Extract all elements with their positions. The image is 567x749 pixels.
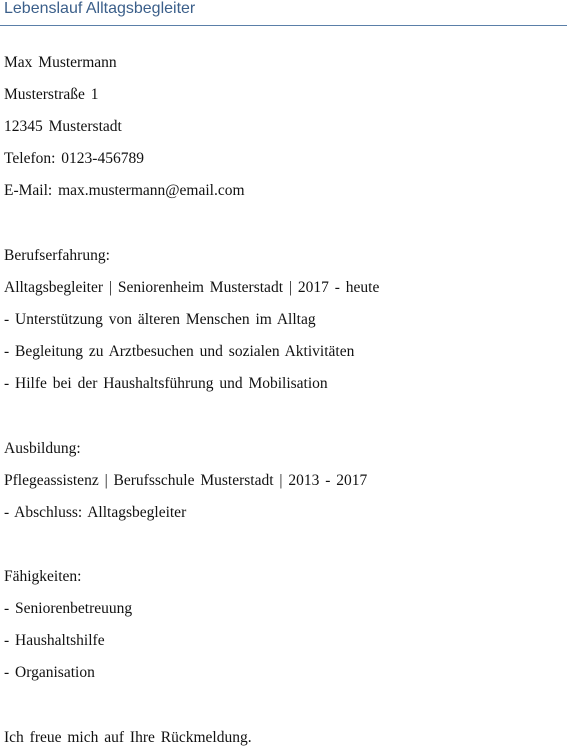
experience-position: Alltagsbegleiter | Seniorenheim Musterstadt | 2017 - heute [4, 279, 380, 296]
contact-phone: Telefon: 0123-456789 [4, 150, 144, 167]
experience-item: - Unterstützung von älteren Menschen im Alltag [4, 311, 316, 328]
skills-heading: Fähigkeiten: [4, 568, 82, 585]
education-entry: Pflegeassistenz | Berufsschule Musterstadt | 2013 - 2017 [4, 472, 368, 489]
experience-item: - Hilfe bei der Haushaltsführung und Mobilisation [4, 375, 328, 392]
experience-item: - Begleitung zu Arztbesuchen und sozialen Aktivitäten [4, 343, 355, 360]
title-divider [0, 25, 567, 26]
skills-item: - Haushaltshilfe [4, 632, 105, 649]
skills-item: - Seniorenbetreuung [4, 600, 133, 617]
education-heading: Ausbildung: [4, 440, 81, 457]
skills-item: - Organisation [4, 664, 95, 681]
contact-city: 12345 Musterstadt [4, 118, 122, 135]
closing-text: Ich freue mich auf Ihre Rückmeldung. [4, 729, 252, 746]
contact-name: Max Mustermann [4, 54, 117, 71]
contact-email: E-Mail: max.mustermann@email.com [4, 182, 245, 199]
document-title: Lebenslauf Alltagsbegleiter [4, 0, 196, 17]
experience-heading: Berufserfahrung: [4, 247, 110, 264]
education-item: - Abschluss: Alltagsbegleiter [4, 504, 187, 521]
contact-street: Musterstraße 1 [4, 86, 99, 103]
